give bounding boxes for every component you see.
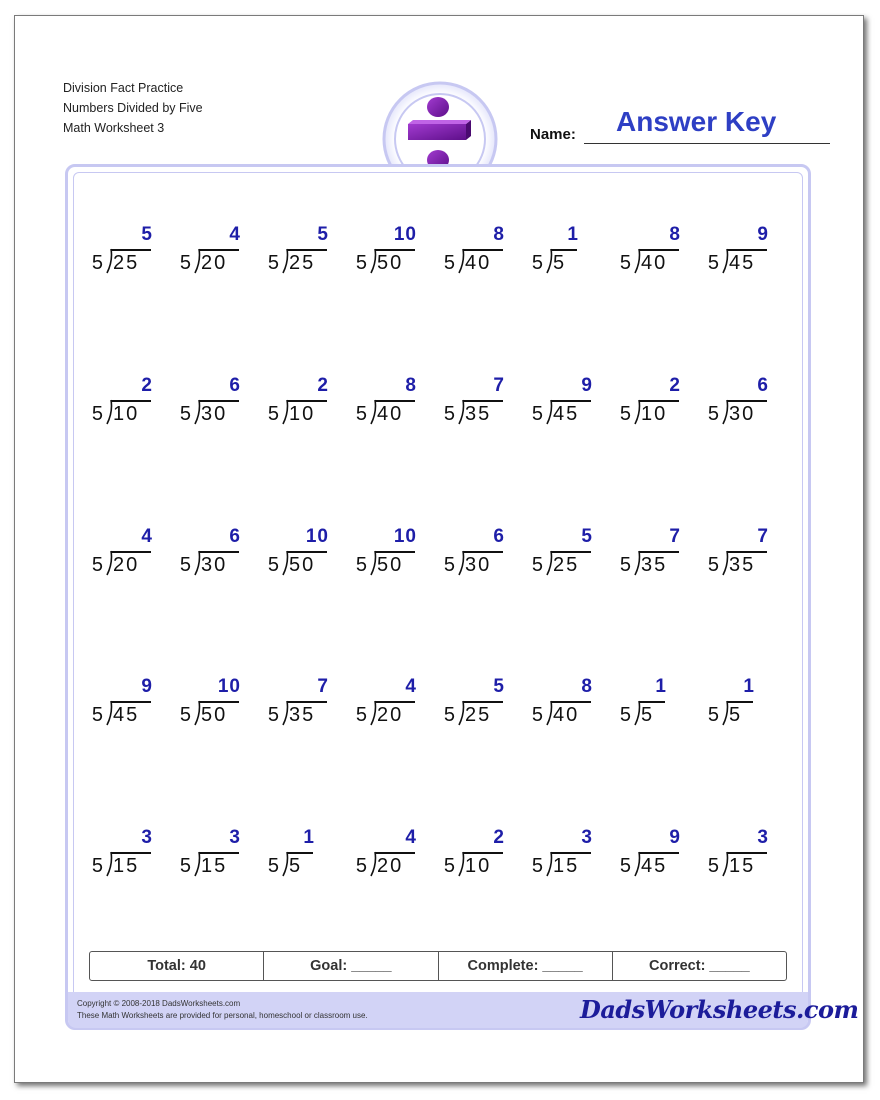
dividend: 10 <box>465 855 492 877</box>
division-bar <box>551 701 591 703</box>
quotient-answer: 1 <box>303 827 315 848</box>
quotient-answer: 9 <box>669 827 681 848</box>
divisor: 5 <box>707 554 719 576</box>
quotient-answer: 5 <box>317 224 329 245</box>
dividend: 50 <box>377 554 404 576</box>
division-bar <box>287 701 327 703</box>
division-bar <box>199 551 239 553</box>
division-bracket <box>633 399 641 425</box>
division-problem <box>265 676 345 736</box>
division-bar <box>639 400 679 402</box>
divisor: 5 <box>179 554 191 576</box>
dividend: 35 <box>641 554 668 576</box>
divisor: 5 <box>707 403 719 425</box>
quotient-answer: 8 <box>669 224 681 245</box>
copyright-text <box>77 998 368 1022</box>
dividend: 45 <box>553 403 580 425</box>
division-bar <box>639 852 679 854</box>
division-bar <box>727 400 767 402</box>
division-bar <box>111 551 151 553</box>
division-bracket <box>457 700 465 726</box>
quotient-answer: 4 <box>405 676 417 697</box>
quotient-answer: 4 <box>405 827 417 848</box>
quotient-answer: 6 <box>229 526 241 547</box>
correct-cell: Correct: _____ <box>649 958 750 974</box>
division-problem <box>177 375 257 435</box>
division-bar <box>375 551 415 553</box>
division-bar <box>199 249 239 251</box>
division-problem <box>529 526 609 586</box>
quotient-answer: 8 <box>581 676 593 697</box>
quotient-answer: 9 <box>757 224 769 245</box>
dividend: 25 <box>113 252 140 274</box>
division-problem <box>441 375 521 435</box>
dividend: 25 <box>465 704 492 726</box>
division-bracket <box>281 248 289 274</box>
division-problem <box>353 526 433 586</box>
dividend: 30 <box>201 554 228 576</box>
division-bar <box>199 852 239 854</box>
divisor: 5 <box>355 704 367 726</box>
divisor: 5 <box>179 403 191 425</box>
division-problem <box>705 526 785 586</box>
division-problem <box>353 224 433 284</box>
dividend: 30 <box>465 554 492 576</box>
division-bar <box>463 551 503 553</box>
quotient-answer: 9 <box>141 676 153 697</box>
dividend: 10 <box>113 403 140 425</box>
division-bar <box>551 551 591 553</box>
answer-key-label: Answer Key <box>616 106 777 137</box>
quotient-answer: 3 <box>581 827 593 848</box>
quotient-answer: 5 <box>141 224 153 245</box>
worksheet-title: Division Fact Practice <box>63 81 184 95</box>
divisor: 5 <box>619 403 631 425</box>
division-problem <box>705 224 785 284</box>
problems-grid <box>15 16 863 1082</box>
division-bracket <box>721 851 729 877</box>
division-problem <box>89 526 169 586</box>
divisor: 5 <box>355 855 367 877</box>
division-bracket <box>281 851 289 877</box>
division-bracket <box>633 851 641 877</box>
division-bar <box>199 701 239 703</box>
division-bracket <box>369 851 377 877</box>
divisor: 5 <box>531 554 543 576</box>
division-problem <box>705 827 785 887</box>
division-bar <box>551 400 591 402</box>
quotient-answer: 4 <box>141 526 153 547</box>
division-bracket <box>369 248 377 274</box>
division-bracket <box>633 550 641 576</box>
division-bar <box>111 701 151 703</box>
quotient-answer: 6 <box>229 375 241 396</box>
quotient-answer: 1 <box>567 224 579 245</box>
division-bracket <box>105 248 113 274</box>
dividend: 25 <box>289 252 316 274</box>
division-bar <box>639 551 679 553</box>
division-problem <box>617 676 697 736</box>
dividend: 50 <box>377 252 404 274</box>
dividend: 40 <box>465 252 492 274</box>
divisor: 5 <box>531 252 543 274</box>
division-bar <box>551 852 591 854</box>
divisor: 5 <box>91 704 103 726</box>
division-bar <box>111 400 151 402</box>
division-bracket <box>105 851 113 877</box>
quotient-answer: 7 <box>317 676 329 697</box>
division-bar <box>463 249 503 251</box>
division-problem <box>265 224 345 284</box>
division-bracket <box>193 851 201 877</box>
divisor: 5 <box>91 252 103 274</box>
division-problem <box>89 224 169 284</box>
division-bracket <box>193 248 201 274</box>
division-bar <box>727 701 753 703</box>
division-problem <box>177 224 257 284</box>
division-bracket <box>281 399 289 425</box>
dividend: 10 <box>289 403 316 425</box>
division-bar <box>111 249 151 251</box>
divisor: 5 <box>267 855 279 877</box>
brand-text: DadsWorksheets.com <box>580 995 859 1024</box>
dividend: 45 <box>641 855 668 877</box>
divisor: 5 <box>531 403 543 425</box>
division-bracket <box>721 248 729 274</box>
division-problem <box>177 526 257 586</box>
divisor: 5 <box>267 403 279 425</box>
division-bracket <box>633 248 641 274</box>
dividend: 30 <box>201 403 228 425</box>
divisor: 5 <box>531 704 543 726</box>
divisor: 5 <box>355 403 367 425</box>
division-bracket <box>105 399 113 425</box>
dividend: 50 <box>289 554 316 576</box>
quotient-answer: 7 <box>493 375 505 396</box>
worksheet-number: Math Worksheet 3 <box>63 121 165 135</box>
brand-logo <box>580 995 859 1025</box>
quotient-answer: 5 <box>493 676 505 697</box>
quotient-answer: 9 <box>581 375 593 396</box>
divisor: 5 <box>707 252 719 274</box>
divisor: 5 <box>179 252 191 274</box>
quotient-answer: 10 <box>217 676 241 697</box>
dividend: 15 <box>113 855 140 877</box>
dividend: 50 <box>201 704 228 726</box>
divisor: 5 <box>707 704 719 726</box>
division-bracket <box>545 700 553 726</box>
division-problem <box>353 827 433 887</box>
divisor: 5 <box>619 252 631 274</box>
quotient-answer: 10 <box>305 526 329 547</box>
division-bar <box>111 852 151 854</box>
divisor: 5 <box>443 403 455 425</box>
division-problem <box>617 827 697 887</box>
dividend: 10 <box>641 403 668 425</box>
divisor: 5 <box>179 855 191 877</box>
division-problem <box>617 526 697 586</box>
name-label: Name: <box>530 126 576 143</box>
division-problem <box>353 375 433 435</box>
division-bar <box>375 701 415 703</box>
division-bar <box>287 852 313 854</box>
quotient-answer: 7 <box>669 526 681 547</box>
divisor: 5 <box>179 704 191 726</box>
divisor: 5 <box>443 704 455 726</box>
division-problem <box>89 827 169 887</box>
division-problem <box>441 676 521 736</box>
division-problem <box>89 676 169 736</box>
dividend: 15 <box>729 855 756 877</box>
quotient-answer: 10 <box>393 224 417 245</box>
quotient-answer: 6 <box>757 375 769 396</box>
division-problem <box>529 375 609 435</box>
division-bar <box>375 852 415 854</box>
division-problem <box>265 375 345 435</box>
division-bracket <box>369 399 377 425</box>
complete-cell: Complete: _____ <box>439 952 613 980</box>
divisor: 5 <box>707 855 719 877</box>
division-bracket <box>721 550 729 576</box>
divisor: 5 <box>443 855 455 877</box>
division-bracket <box>545 550 553 576</box>
quotient-answer: 3 <box>141 827 153 848</box>
dividend: 15 <box>201 855 228 877</box>
dividend: 40 <box>641 252 668 274</box>
quotient-answer: 3 <box>757 827 769 848</box>
dividend: 45 <box>729 252 756 274</box>
dividend: 5 <box>553 252 567 274</box>
goal-cell: Goal: _____ <box>264 952 438 980</box>
division-problem <box>177 676 257 736</box>
quotient-answer: 10 <box>393 526 417 547</box>
division-bar <box>551 249 577 251</box>
dividend: 35 <box>729 554 756 576</box>
dividend: 40 <box>553 704 580 726</box>
divisor: 5 <box>355 554 367 576</box>
division-bracket <box>193 550 201 576</box>
score-bar <box>89 951 787 981</box>
dividend: 5 <box>289 855 303 877</box>
division-bar <box>287 551 327 553</box>
dividend: 45 <box>113 704 140 726</box>
divisor: 5 <box>355 252 367 274</box>
division-bar <box>639 249 679 251</box>
division-problem <box>617 375 697 435</box>
divisor: 5 <box>267 554 279 576</box>
division-bracket <box>457 851 465 877</box>
division-bracket <box>105 700 113 726</box>
copyright-strip <box>68 992 859 1028</box>
division-bracket <box>633 700 641 726</box>
division-bracket <box>281 700 289 726</box>
quotient-answer: 7 <box>757 526 769 547</box>
division-problem <box>705 676 785 736</box>
divisor: 5 <box>619 855 631 877</box>
dividend: 35 <box>289 704 316 726</box>
divisor: 5 <box>91 855 103 877</box>
division-bar <box>375 400 415 402</box>
division-problem <box>441 224 521 284</box>
division-bracket <box>545 248 553 274</box>
total-cell: Total: 40 <box>90 952 264 980</box>
divisor: 5 <box>531 855 543 877</box>
division-bar <box>727 852 767 854</box>
division-problem <box>705 375 785 435</box>
dividend: 20 <box>377 704 404 726</box>
division-problem <box>353 676 433 736</box>
division-bracket <box>721 700 729 726</box>
division-bar <box>727 551 767 553</box>
divisor: 5 <box>91 403 103 425</box>
division-bar <box>375 249 415 251</box>
division-bar <box>287 249 327 251</box>
division-bar <box>639 701 665 703</box>
dividend: 40 <box>377 403 404 425</box>
worksheet-page <box>14 15 864 1083</box>
dividend: 30 <box>729 403 756 425</box>
division-bar <box>727 249 767 251</box>
quotient-answer: 4 <box>229 224 241 245</box>
division-problem <box>441 526 521 586</box>
quotient-answer: 2 <box>669 375 681 396</box>
division-problem <box>529 676 609 736</box>
division-problem <box>89 375 169 435</box>
division-bracket <box>457 399 465 425</box>
dividend: 20 <box>377 855 404 877</box>
division-problem <box>265 526 345 586</box>
divisor: 5 <box>619 554 631 576</box>
dividend: 5 <box>641 704 655 726</box>
divisor: 5 <box>619 704 631 726</box>
division-bar <box>463 701 503 703</box>
quotient-answer: 3 <box>229 827 241 848</box>
division-bar <box>463 400 503 402</box>
divisor: 5 <box>267 704 279 726</box>
divisor: 5 <box>91 554 103 576</box>
quotient-answer: 2 <box>141 375 153 396</box>
quotient-answer: 8 <box>493 224 505 245</box>
division-problem <box>529 224 609 284</box>
division-bracket <box>457 550 465 576</box>
division-bar <box>287 400 327 402</box>
division-problem <box>265 827 345 887</box>
divisor: 5 <box>267 252 279 274</box>
divisor: 5 <box>443 554 455 576</box>
division-bracket <box>281 550 289 576</box>
divisor: 5 <box>443 252 455 274</box>
quotient-answer: 1 <box>743 676 755 697</box>
division-problem <box>177 827 257 887</box>
division-bar <box>199 400 239 402</box>
division-bracket <box>369 700 377 726</box>
division-bracket <box>193 399 201 425</box>
quotient-answer: 8 <box>405 375 417 396</box>
division-bracket <box>193 700 201 726</box>
dividend: 15 <box>553 855 580 877</box>
dividend: 5 <box>729 704 743 726</box>
division-bracket <box>721 399 729 425</box>
quotient-answer: 5 <box>581 526 593 547</box>
division-problem <box>529 827 609 887</box>
copyright-line: Copyright © 2008-2018 DadsWorksheets.com <box>77 999 241 1008</box>
quotient-answer: 1 <box>655 676 667 697</box>
dividend: 25 <box>553 554 580 576</box>
division-bracket <box>105 550 113 576</box>
quotient-answer: 2 <box>493 827 505 848</box>
division-bar <box>463 852 503 854</box>
worksheet-subtitle: Numbers Divided by Five <box>63 101 203 115</box>
division-bracket <box>545 851 553 877</box>
quotient-answer: 2 <box>317 375 329 396</box>
dividend: 20 <box>113 554 140 576</box>
division-problem <box>617 224 697 284</box>
division-bracket <box>369 550 377 576</box>
division-bracket <box>545 399 553 425</box>
usage-line: These Math Worksheets are provided for personal, homeschool or classroom use. <box>77 1011 368 1020</box>
quotient-answer: 6 <box>493 526 505 547</box>
division-problem <box>441 827 521 887</box>
division-bracket <box>457 248 465 274</box>
dividend: 35 <box>465 403 492 425</box>
dividend: 20 <box>201 252 228 274</box>
